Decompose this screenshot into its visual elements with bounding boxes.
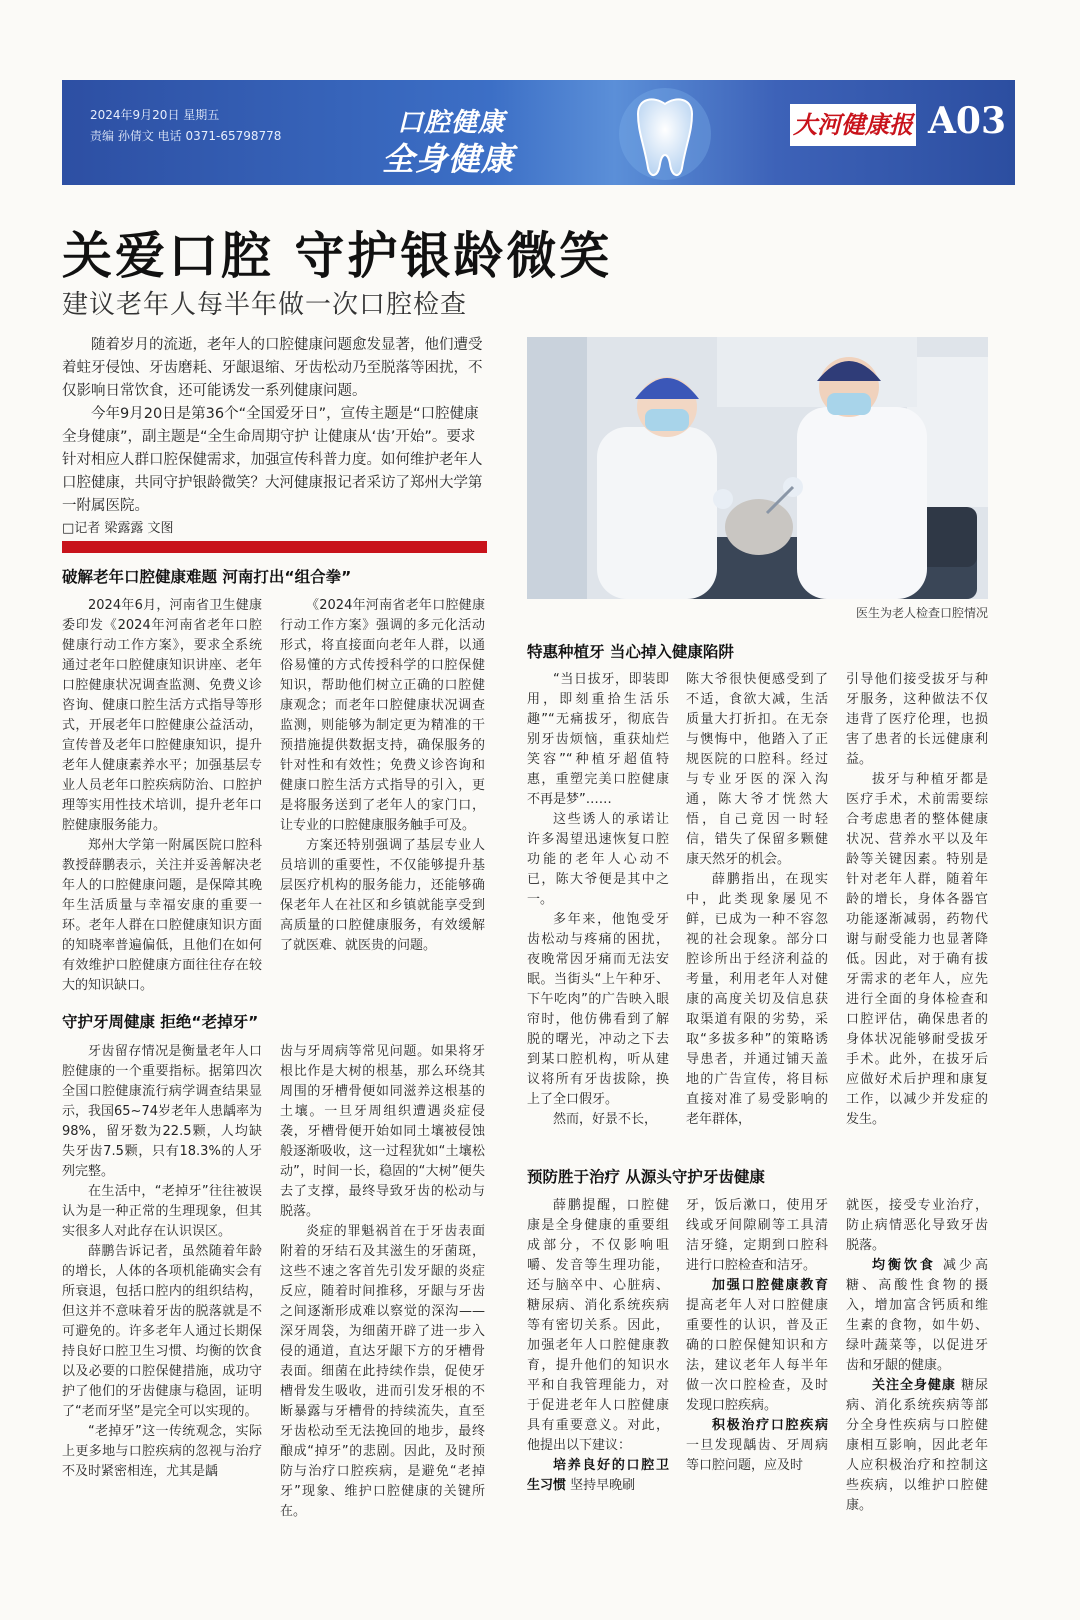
paragraph: 薛鹏指出，在现实中，此类现象屡见不鲜，已成为一种不容忽视的社会现象。部分口腔诊所出于经济利益的考量，利用老年人对健康的高度关切及信息获取渠道有限的劣势，采取“多拔多种”的策略诱导患者，并通过铺天盖地的广告宣传，将目标直接对准了易受影响的老年群体，: [686, 872, 828, 1127]
headline: 关爱口腔 守护银龄微笑: [62, 227, 613, 285]
paragraph: 薛鹏提醒，口腔健康是全身健康的重要组成部分，不仅影响咀嚼、发音等生理功能，还与脑卒中、心脏病、糖尿病、消化系统疾病等有密切关系。因此，加强老年人口腔健康教育，提升他们的知识水平和自我管理能力，对于促进老年人口腔健康具有重要意义。对此，他提出以下建议：: [527, 1198, 669, 1453]
tip-text: 提高老年人对口腔健康重要性的认识，普及正确的口腔保健知识和方法，建议老年人每半年做一次口腔检查，及时发现口腔疾病。: [686, 1298, 828, 1413]
lead-paragraph: 随着岁月的流逝，老年人的口腔健康问题愈发显著，他们遭受着蛀牙侵蚀、牙齿磨耗、牙龈退缩、牙齿松动乃至脱落等困扰，不仅影响日常饮食，还可能诱发一系列健康问题。: [62, 337, 483, 399]
paragraph: 就医，接受专业治疗，防止病情恶化导致牙齿脱落。: [846, 1198, 988, 1253]
tip-text: 一旦发现龋齿、牙周病等口腔问题，应及时: [686, 1438, 828, 1473]
section-title: 预防胜于治疗 从源头守护牙齿健康: [527, 1168, 765, 1186]
tip-text: 糖尿病、消化系统疾病等部分全身性疾病与口腔健康相互影响，因此老年人应积极治疗和控制这些疾病，以维护口腔健康。: [846, 1378, 988, 1513]
section1-column-b: [280, 596, 485, 956]
red-divider: [62, 541, 487, 553]
paragraph: 多年来，他饱受牙齿松动与疼痛的困扰，夜晚常因牙痛而无法安眠。当街头“上午种牙、下午吃肉”的广告映入眼帘时，他仿佛看到了解脱的曙光，冲动之下去到某口腔机构，听从建议将所有牙齿拔除，换上了全口假牙。: [527, 912, 669, 1107]
paragraph: “当日拔牙，即装即用，即刻重拾生活乐趣”“无痛拔牙，彻底告别牙齿烦恼，重获灿烂笑容”“种植牙超值特惠，重塑完美口腔健康不再是梦”……: [527, 672, 669, 807]
newspaper-name: 大河健康报: [790, 104, 916, 146]
column-title-line1: 口腔健康: [397, 108, 506, 138]
section3-column-a: [527, 670, 669, 1130]
tip-title: 培养良好的口腔卫生习惯: [527, 1458, 669, 1493]
section2-column-a: [62, 1042, 262, 1482]
paragraph: 方案还特别强调了基层专业人员培训的重要性，不仅能够提升基层医疗机构的服务能力，还能够确保老年人在社区和乡镇就能享受到高质量的口腔健康服务，有效缓解了就医难、就医贵的问题。: [280, 838, 485, 953]
paragraph: 拔牙与种植牙都是医疗手术，术前需要综合考虑患者的整体健康状况、营养水平以及年龄等关键因素。特别是针对老年人群，随着年龄的增长，身体各器官功能逐渐减弱，药物代谢与耐受能力也显著降低。因此，对于确有拔牙需求的老年人，应先进行全面的身体检查和口腔评估，确保患者的身体状况能够耐受拔牙手术。此外，在拔牙后应做好术后护理和康复工作，以减少并发症的发生。: [846, 772, 988, 1127]
photo-caption: 医生为老人检查口腔情况: [855, 606, 988, 620]
paragraph: 2024年6月，河南省卫生健康委印发《2024年河南省老年口腔健康行动工作方案》，要求全系统通过老年口腔健康知识讲座、老年口腔健康状况调查监测、免费义诊咨询、健康口腔生活方式指导等形式，开展老年口腔健康公益活动，宣传普及老年口腔健康知识，提升老年人健康素养水平；加强基层专业人员老年口腔疾病防治、口腔护理等实用性技术培训，提升老年口腔健康服务能力。: [62, 598, 262, 833]
section4-column-b: [686, 1196, 828, 1476]
paragraph: 牙，饭后漱口，使用牙线或牙间隙刷等工具清洁牙缝，定期到口腔科进行口腔检查和洁牙。: [686, 1198, 828, 1273]
paragraph: 炎症的罪魁祸首在于牙齿表面附着的牙结石及其滋生的牙菌斑，这些不速之客首先引发牙龈的炎症反应，随着时间推移，牙龈与牙齿之间逐渐形成难以察觉的深沟——深牙周袋，为细菌开辟了进一步入侵的通道，直达牙龈下方的牙槽骨表面。细菌在此持续作祟，促使牙槽骨发生吸收，进而引发牙根的不断暴露与牙槽骨的持续流失，直至牙齿松动至无法挽回的地步，最终酿成“掉牙”的悲剧。因此，及时预防与治疗口腔疾病，是避免“老掉牙”现象、维护口腔健康的关键所在。: [280, 1224, 485, 1519]
article-photo: [527, 337, 988, 599]
tip-title: 积极治疗口腔疾病: [712, 1418, 828, 1433]
tip-paragraph: [686, 1276, 828, 1416]
column-title-line2: 全身健康: [382, 140, 515, 178]
section-title: 守护牙周健康 拒绝“老掉牙”: [62, 1013, 259, 1031]
tip-title: 均衡饮食: [872, 1258, 936, 1273]
tip-paragraph: [846, 1256, 988, 1376]
issue-date: 2024年9月20日 星期五: [90, 108, 220, 122]
section-title: 破解老年口腔健康难题 河南打出“组合拳”: [62, 568, 352, 586]
lead-paragraph: 今年9月20日是第36个“全国爱牙日”，宣传主题是“口腔健康 全身健康”，副主题是“全生命周期守护 让健康从‘齿’开始”。要求针对相应人群口腔保健需求，加强宣传科普力度。如何维护老年人口腔健康，共同守护银龄微笑？大河健康报记者采访了郑州大学第一附属医院。: [62, 406, 483, 514]
section4-column-c: [846, 1196, 988, 1516]
tip-paragraph: [527, 1456, 669, 1496]
dental-exam-illustration: [527, 337, 988, 599]
page-number: A03: [928, 100, 1007, 142]
tip-title: 关注全身健康: [872, 1378, 956, 1393]
tip-text: 减少高糖、高酸性食物的摄入，增加富含钙质和维生素的食物，如牛奶、绿叶蔬菜等，以促进牙齿和牙龈的健康。: [846, 1258, 988, 1373]
tip-title: 加强口腔健康教育: [712, 1278, 828, 1293]
subheadline: 建议老年人每半年做一次口腔检查: [62, 290, 468, 320]
paragraph: 陈大爷很快便感受到了不适，食欲大减，生活质量大打折扣。在无奈与懊悔中，他踏入了正规医院的口腔科。经过与专业牙医的深入沟通，陈大爷才恍然大悟，自己竟因一时轻信，错失了保留多颗健康天然牙的机会。: [686, 672, 828, 867]
paragraph: 引导他们接受拔牙与种牙服务，这种做法不仅违背了医疗伦理，也损害了患者的长远健康利益。: [846, 672, 988, 767]
tip-paragraph: [846, 1376, 988, 1516]
paragraph: 齿与牙周病等常见问题。如果将牙根比作是大树的根基，那么环绕其周围的牙槽骨便如同滋养这根基的土壤。一旦牙周组织遭遇炎症侵袭，牙槽骨便开始如同土壤被侵蚀般逐渐吸收，这一过程犹如“土壤松动”，时间一长，稳固的“大树”便失去了支撑，最终导致牙齿的松动与脱落。: [280, 1044, 485, 1219]
section4-column-a: [527, 1196, 669, 1496]
header-banner: [62, 80, 1015, 185]
tip-text: 坚持早晚刷: [570, 1478, 636, 1493]
paragraph: 牙齿留存情况是衡量老年人口腔健康的一个重要指标。据第四次全国口腔健康流行病学调查结果显示，我国65~74岁老年人患龋率为98%，留牙数为22.5颗，人均缺失牙齿7.5颗，只有18.3%的人牙列完整。: [62, 1044, 262, 1179]
tip-paragraph: [686, 1416, 828, 1476]
editor-contact: 责编 孙倩文 电话 0371-65798778: [90, 129, 282, 143]
paragraph: 这些诱人的承诺让许多渴望迅速恢复口腔功能的老年人心动不已，陈大爷便是其中之一。: [527, 812, 669, 907]
paragraph: 在生活中，“老掉牙”往往被误认为是一种正常的生理现象，但其实很多人对此存在认识误区。: [62, 1184, 262, 1239]
paragraph: 然而，好景不长，: [553, 1112, 658, 1127]
paragraph: 郑州大学第一附属医院口腔科教授薛鹏表示，关注并妥善解决老年人的口腔健康问题，是保障其晚年生活质量与幸福安康的重要一环。老年人群在口腔健康知识方面的知晓率普遍偏低，且他们在如何有效维护口腔健康方面往往存在较大的知识缺口。: [62, 838, 262, 993]
section-title: 特惠种植牙 当心掉入健康陷阱: [527, 643, 734, 661]
byline: □记者 梁露露 文图: [62, 521, 174, 536]
tooth-icon: [610, 84, 720, 184]
section3-column-c: [846, 670, 988, 1130]
paragraph: “老掉牙”这一传统观念，实际上更多地与口腔疾病的忽视与治疗不及时紧密相连，尤其是龋: [62, 1424, 262, 1479]
paragraph: 《2024年河南省老年口腔健康行动工作方案》强调的多元化活动形式，将直接面向老年人群，以通俗易懂的方式传授科学的口腔保健知识，帮助他们树立正确的口腔健康观念；而老年口腔健康状况调查监测，则能够为制定更为精准的干预措施提供数据支持，确保服务的针对性和有效性；免费义诊咨询和健康口腔生活方式指导的引入，更是将服务送到了老年人的家门口，让专业的口腔健康服务触手可及。: [280, 598, 485, 833]
section1-column-a: [62, 596, 262, 996]
section3-column-b: [686, 670, 828, 1130]
section2-column-b: [280, 1042, 485, 1522]
lead-paragraphs: [62, 334, 487, 518]
paragraph: 薛鹏告诉记者，虽然随着年龄的增长，人体的各项机能确实会有所衰退，包括口腔内的组织结构，但这并不意味着牙齿的脱落就是不可避免的。许多老年人通过长期保持良好口腔卫生习惯、均衡的饮食以及必要的口腔保健措施，成功守护了他们的牙齿健康与稳固，证明了“老而牙坚”是完全可以实现的。: [62, 1244, 262, 1419]
